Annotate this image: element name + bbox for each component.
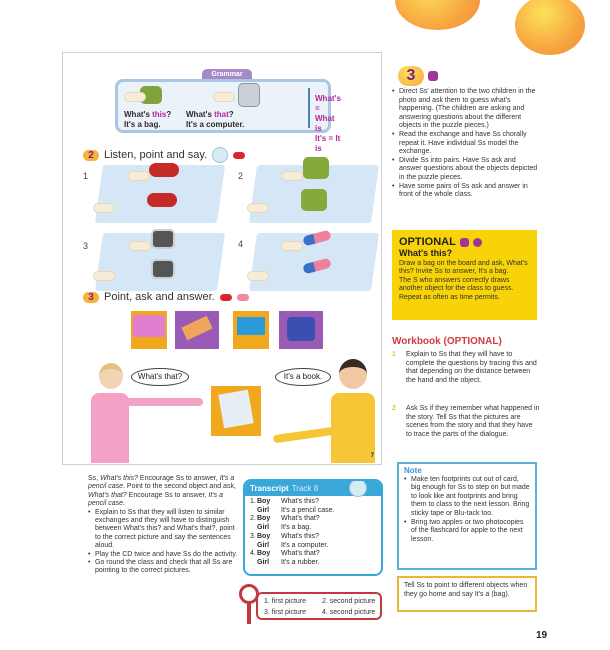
hand-icon (93, 271, 115, 281)
panel-number: 1 (83, 171, 89, 181)
transcript-header: Transcript Track 8 (245, 481, 381, 496)
exercise-number-badge: 3 (83, 292, 99, 303)
transcript-line: 2. Boy What's that? (250, 515, 320, 523)
key-icon-stem (247, 602, 251, 624)
optional-activity-box (392, 230, 537, 320)
computer-image (151, 259, 175, 279)
note-bullet: • Play the CD twice and have Ss do the activity. (88, 551, 238, 559)
bag-image (303, 157, 329, 179)
hand-icon (128, 171, 150, 181)
hand-icon (281, 241, 303, 251)
boy-arm (273, 427, 336, 444)
decorative-cloud-top (395, 0, 480, 30)
hand-icon (213, 92, 235, 102)
transcript-line: 4. Boy What's that? (250, 550, 320, 558)
exercise-2-heading: 2 Listen, point and say. (83, 147, 245, 163)
hand-icon (281, 171, 303, 181)
transcript-box (243, 479, 383, 576)
group-work-icon (460, 238, 469, 247)
grammar-that-example: What's that? It's a computer. (186, 110, 245, 129)
girl-arm (123, 398, 203, 406)
panel-number: 3 (83, 241, 89, 251)
transcript-line: Girl It's a pencil case. (257, 506, 335, 514)
hand-icon (124, 92, 146, 102)
optional-bullet: Draw a bag on the board and ask, What's this? Invite Ss to answer, It's a bag. (399, 260, 528, 276)
exercise-3-heading: 3 Point, ask and answer. (83, 291, 249, 303)
speech-bubble-girl: What's that? (131, 368, 189, 386)
optional-bullet: The S who answers correctly draws another object for the class to guess. (399, 276, 514, 293)
mouth-speak-icon (233, 152, 245, 159)
transcript-line: Girl It's a rubber. (257, 558, 320, 566)
intro-text: Ss, What's this? Encourage Ss to answer, It's a pencil case. Point to the second object and ask, What's that? Encourage Ss to answer, It's a pencil case. (88, 475, 236, 508)
teacher-notes-left (88, 475, 238, 576)
section-3-notes (392, 88, 540, 200)
workbook-title: Workbook (OPTIONAL) (392, 336, 502, 347)
student-book-page (62, 52, 382, 465)
book-puzzle-piece (211, 386, 261, 436)
pair-work-icon (428, 71, 438, 81)
computer-image (238, 83, 260, 107)
puzzle-piece-pencil-case (131, 311, 167, 349)
girl-photo (91, 363, 129, 463)
section-number-cloud: 3 (398, 66, 424, 86)
panel-number: 4 (238, 239, 244, 249)
note-bullet: • Explain to Ss that they will listen to similar exchanges and they will have to distinguish between What's this? and What's that?, point to the correct picture and say the sentences aloud. (88, 509, 238, 551)
individual-work-icon (473, 238, 482, 247)
optional-title: OPTIONAL (399, 236, 530, 248)
boy-photo (331, 359, 375, 463)
grammar-divider (308, 88, 310, 128)
decorative-cloud-right (515, 0, 585, 55)
hand-icon (247, 203, 269, 213)
student-book-page-number: 7 (370, 453, 374, 459)
mouth-speak-icon (220, 294, 232, 301)
note-bullet: • Bring two apples or two photocopies of the flashcard for apple to the next lesson. (404, 519, 530, 545)
transcript-line: Girl It's a bag. (257, 524, 312, 532)
note-bullet: • Read the exchange and have Ss chorally repeat it. Have individual Ss model the exchange. (392, 131, 540, 157)
workbook-item-1: 1 Explain to Ss that they will have to complete the questions by tracing this and that depending on the distance between the hand and the object. (392, 351, 537, 384)
exercise-number-badge: 2 (83, 150, 99, 161)
workbook-item-2: 2 Ask Ss if they remember what happened in the story. Tell Ss that the pictures are scenes from the story and that they have to trace the parts of the dialogue. (392, 405, 540, 438)
optional-subtitle: What's this? (399, 248, 453, 258)
note-title: Note (404, 466, 422, 475)
mouth-speak-icon (237, 294, 249, 301)
note-bullet: • Divide Ss into pairs. Have Ss ask and answer questions about the objects depicted in the puzzle pieces. (392, 157, 540, 183)
page-number: 19 (536, 630, 548, 641)
transcript-line: 1. Boy What's this? (250, 498, 319, 505)
grammar-tab: Grammar (202, 69, 252, 80)
puzzle-piece-bag (279, 311, 323, 349)
note-bullet: • Make ten footprints cut out of card, big enough for Ss to step on but made to look like ant footprints and bring them to class to the next lesson. Bring sticky tape or Blu-tack too. (404, 476, 530, 519)
transcript-line: 3. Boy What's this? (250, 532, 319, 540)
grammar-this-example: What's this? It's a bag. (124, 110, 172, 129)
optional-bullet: Repeat as often as time permits. (399, 293, 500, 301)
computer-image (151, 229, 175, 249)
grammar-rules: What's = What is It's = It is (315, 94, 341, 153)
cd-icon (212, 147, 228, 163)
hand-icon (93, 203, 115, 213)
home-tip-box: Tell Ss to point to different objects when they go home and say It's a (bag). (397, 576, 537, 612)
note-bullet: • Go round the class and check that all Ss are pointing to the correct pictures. (88, 559, 238, 576)
note-box (397, 462, 537, 570)
section-3-heading (398, 66, 438, 86)
pencil-case-image (147, 193, 177, 207)
note-bullet: • Direct Ss' attention to the two children in the photo and ask them to guess what's happening. (The children are asking and answering questions about the different objects in the puzzle pieces.) (392, 88, 540, 131)
puzzle-piece-computer (233, 311, 269, 349)
transcript-line: Girl It's a computer. (257, 541, 329, 549)
panel-number: 2 (238, 171, 244, 181)
pencil-case-image (149, 163, 179, 177)
hand-icon (129, 241, 151, 251)
note-bullet: • Have some pairs of Ss ask and answer in front of the whole class. (392, 183, 540, 200)
grammar-box (115, 79, 341, 153)
bag-image (301, 189, 327, 211)
cd-icon (349, 479, 367, 497)
puzzle-piece-rubber (175, 311, 219, 349)
speech-bubble-boy: It's a book. (275, 368, 331, 386)
answer-key-box: 1. first picture 2. second picture 3. first picture 4. second picture (256, 592, 382, 620)
hand-icon (247, 271, 269, 281)
